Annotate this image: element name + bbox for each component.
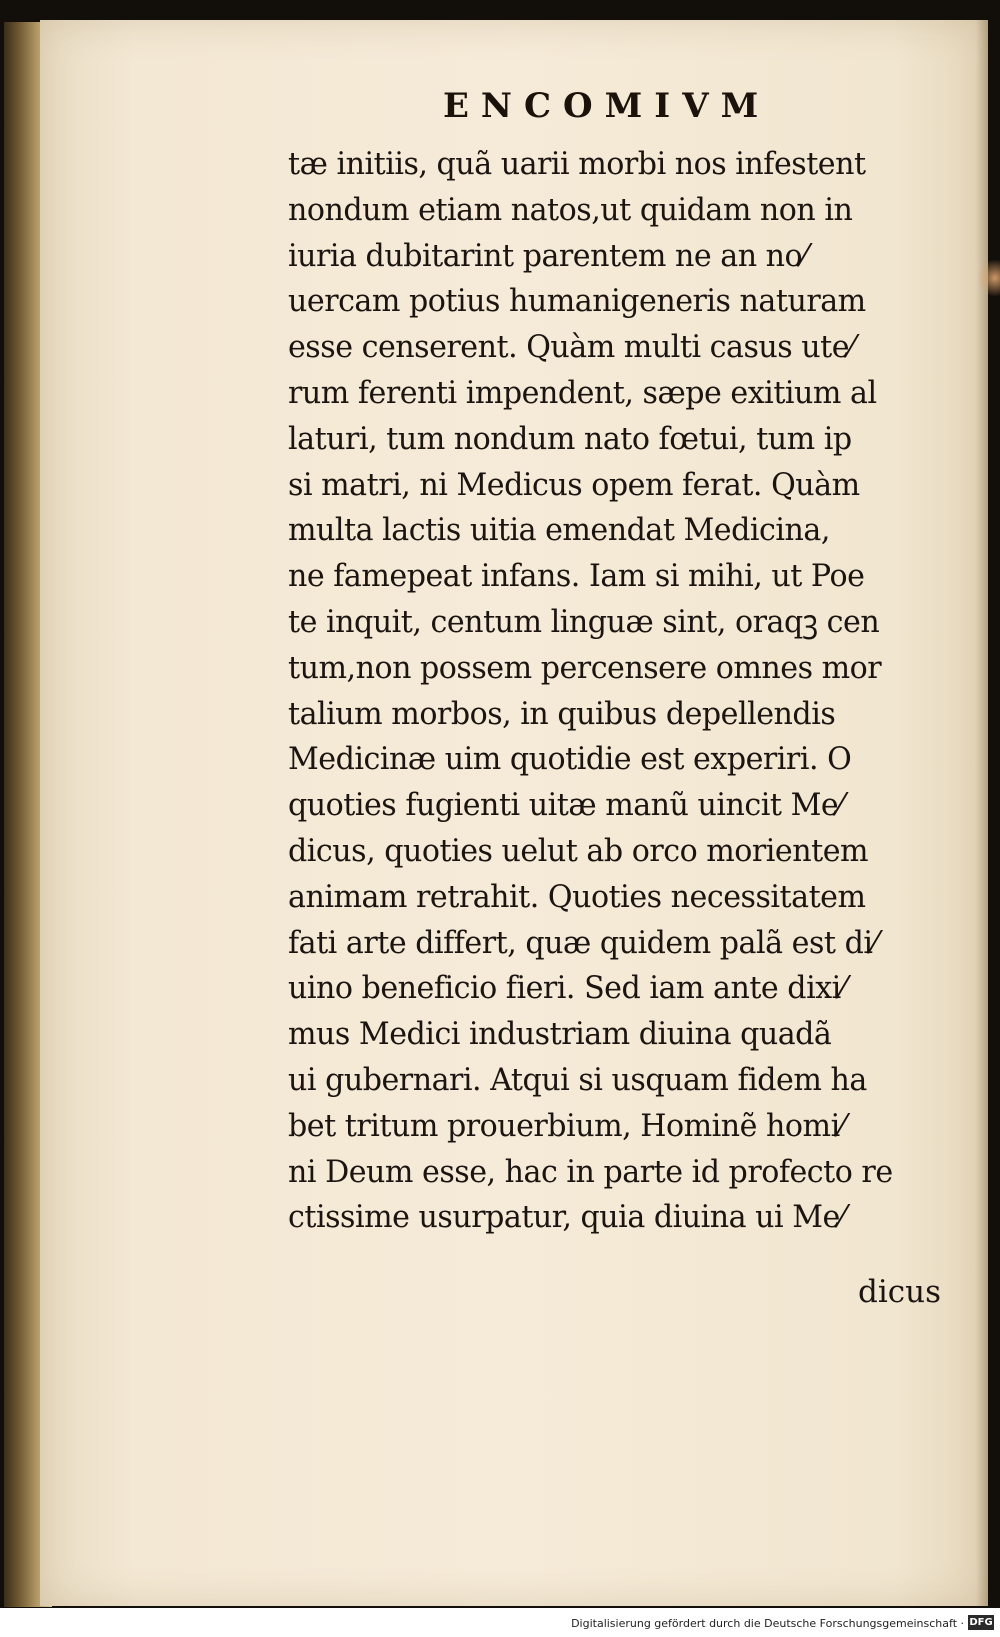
catchword: dicus bbox=[858, 1274, 941, 1310]
text-line: Medicinæ uim quotidie est experiri. O bbox=[288, 741, 852, 778]
text-line: nondum etiam natos,ut quidam non in bbox=[288, 191, 853, 228]
dfg-logo: DFG bbox=[969, 1617, 993, 1628]
text-line: laturi, tum nondum nato fœtui, tum ip bbox=[288, 420, 852, 457]
digitization-credit: Digitalisierung gefördert durch die Deutsche Forschungsgemeinschaft · bbox=[571, 1617, 964, 1630]
body-text bbox=[288, 142, 948, 1241]
text-line: rum ferenti impendent, sæpe exitium al bbox=[288, 374, 877, 411]
text-line: uercam potius humanigeneris naturam bbox=[288, 283, 866, 320]
running-head: ENCOMIVM bbox=[443, 86, 771, 126]
text-line: te inquit, centum linguæ sint, oraqꝫ cen bbox=[288, 603, 880, 640]
text-line: ctissime usurpatur, quia diuina ui Me⁄ bbox=[288, 1199, 845, 1236]
text-line: esse censerent. Quàm multi casus ute⁄ bbox=[288, 329, 854, 366]
text-line: fati arte differt, quæ quidem palã est di⁄ bbox=[288, 924, 878, 961]
page-shadow-edge bbox=[976, 20, 988, 1606]
text-line: quoties fugienti uitæ manũ uincit Me⁄ bbox=[288, 787, 843, 824]
text-line: si matri, ni Medicus opem ferat. Quàm bbox=[288, 466, 860, 503]
text-line: uino beneficio fieri. Sed iam ante dixi⁄ bbox=[288, 970, 846, 1007]
text-line: multa lactis uitia emendat Medicina, bbox=[288, 512, 830, 549]
text-line: tæ initiis, quã uarii morbi nos infestent bbox=[288, 146, 866, 182]
text-line: ne famepeat infans. Iam si mihi, ut Poe bbox=[288, 558, 865, 595]
text-line: talium morbos, in quibus depellendis bbox=[288, 695, 836, 732]
text-line: tum,non possem percensere omnes mor bbox=[288, 649, 882, 686]
text-line: iuria dubitarint parentem ne an no⁄ bbox=[288, 237, 807, 274]
text-line: ui gubernari. Atqui si usquam fidem ha bbox=[288, 1061, 867, 1098]
text-line: bet tritum prouerbium, Hominẽ homi⁄ bbox=[288, 1107, 845, 1144]
text-line: dicus, quoties uelut ab orco morientem bbox=[288, 832, 869, 869]
text-line: ni Deum esse, hac in parte id profecto re bbox=[288, 1153, 893, 1190]
text-line: mus Medici industriam diuina quadã bbox=[288, 1016, 832, 1053]
text-line: animam retrahit. Quoties necessitatem bbox=[288, 878, 866, 915]
